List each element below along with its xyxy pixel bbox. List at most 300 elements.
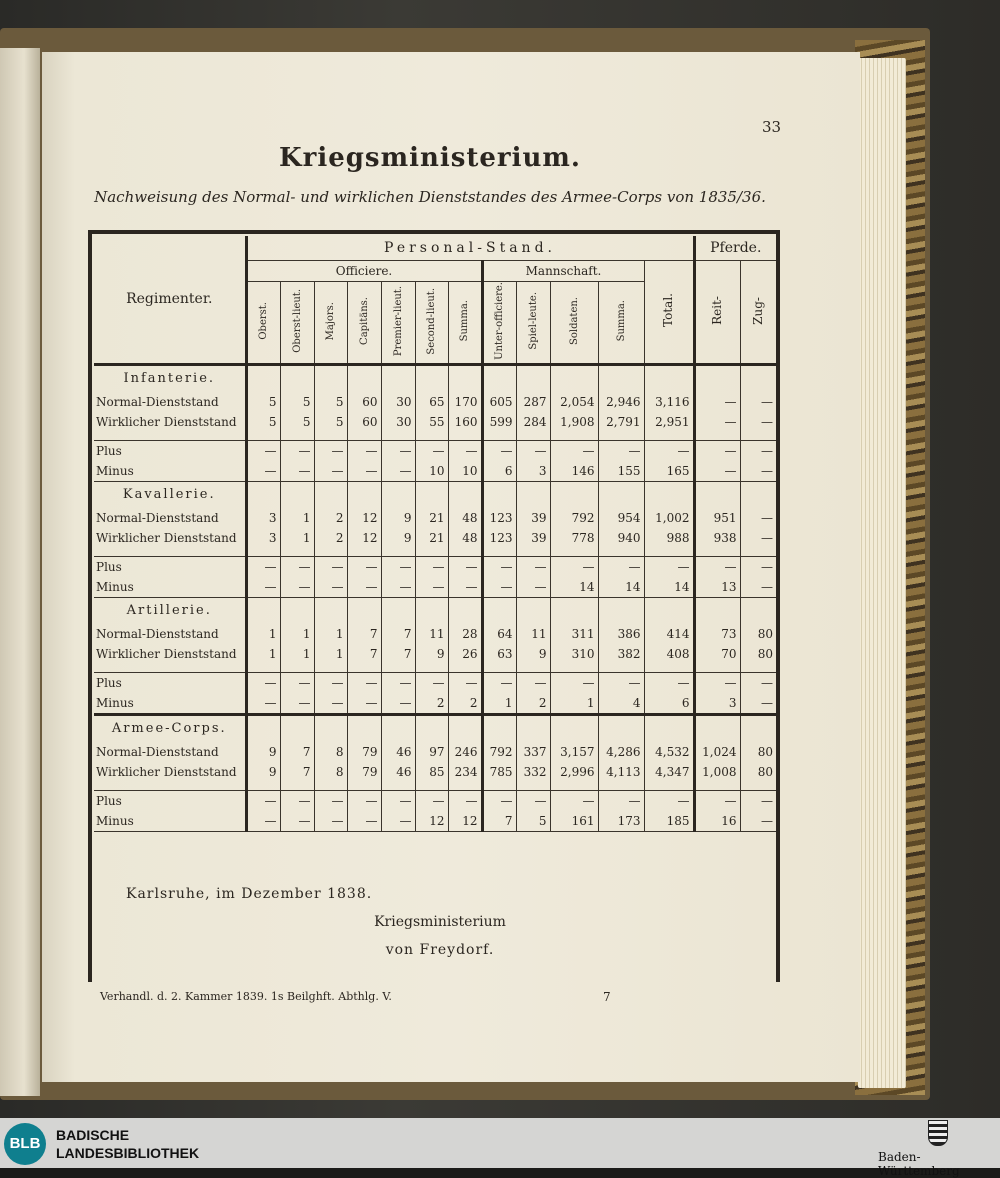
header-pferde: Pferde. [694, 236, 776, 261]
table-cell: — [550, 556, 598, 577]
spacer-cell [347, 364, 381, 392]
table-cell: 287 [516, 392, 550, 412]
row-label: Wirklicher Dienststand [96, 764, 237, 779]
table-cell: — [740, 412, 776, 432]
table-cell: — [280, 461, 314, 482]
table-cell: 11 [415, 624, 448, 644]
table-cell: 12 [347, 508, 381, 528]
table-cell: — [694, 412, 740, 432]
header-zug: Zug- [740, 261, 776, 365]
row-label: Minus [94, 461, 246, 482]
spacer-cell [415, 597, 448, 624]
table-cell: — [381, 556, 415, 577]
spacer-cell [448, 364, 482, 392]
table-cell: 7 [280, 762, 314, 782]
table-cell: 160 [448, 412, 482, 432]
spacer-cell [482, 714, 516, 742]
spacer-cell [381, 481, 415, 508]
table-cell: 2 [448, 693, 482, 715]
spacer-cell [246, 364, 280, 392]
table-cell: 8 [314, 742, 347, 762]
state-name: Baden-Württemberg [878, 1150, 960, 1178]
table-cell: — [314, 790, 347, 811]
table-cell: — [381, 790, 415, 811]
table-row [94, 811, 776, 832]
spacer-cell [598, 481, 644, 508]
gap-cell [740, 432, 776, 441]
gap-cell [516, 664, 550, 673]
table-cell: — [598, 790, 644, 811]
table-cell: 792 [482, 742, 516, 762]
table-cell: 5 [246, 412, 280, 432]
table-cell: — [550, 672, 598, 693]
gap-cell [482, 548, 516, 557]
table-cell: 2,946 [598, 392, 644, 412]
table-cell: 599 [482, 412, 516, 432]
table-cell: — [448, 577, 482, 598]
row-label: Normal-Dienststand [96, 626, 219, 641]
gap-cell [644, 548, 694, 557]
table-cell: — [381, 577, 415, 598]
table-cell: 5 [246, 392, 280, 412]
table-cell: 7 [381, 624, 415, 644]
table-cell: — [448, 672, 482, 693]
table-cell: 48 [448, 528, 482, 548]
gap-cell [694, 782, 740, 791]
gap-cell [94, 664, 246, 673]
table-row [94, 672, 776, 693]
table-cell: 9 [246, 762, 280, 782]
spacer-cell [246, 481, 280, 508]
table-cell: — [347, 577, 381, 598]
table-cell: — [246, 440, 280, 461]
gap-cell [598, 664, 644, 673]
crest-icon [928, 1120, 948, 1146]
row-label: Normal-Dienststand [96, 394, 219, 409]
table-cell: — [415, 556, 448, 577]
table-cell: 414 [644, 624, 694, 644]
spacer-cell [314, 481, 347, 508]
table-cell: 408 [644, 644, 694, 664]
table-cell: 165 [644, 461, 694, 482]
spacer-cell [314, 714, 347, 742]
spacer-cell [482, 481, 516, 508]
table-cell: — [246, 790, 280, 811]
spacer-cell [246, 597, 280, 624]
table-cell: 3 [516, 461, 550, 482]
spacer-cell [550, 714, 598, 742]
spacer-cell [280, 481, 314, 508]
table-cell: — [516, 556, 550, 577]
gap-cell [94, 782, 246, 791]
table-cell: — [694, 461, 740, 482]
gap-cell [598, 548, 644, 557]
gap-cell [314, 782, 347, 791]
table-cell: 1,024 [694, 742, 740, 762]
table-cell: — [347, 693, 381, 715]
spacer-cell [246, 714, 280, 742]
header-mannschaft: Mannschaft. [482, 261, 644, 282]
table-cell: — [381, 440, 415, 461]
table-cell: 9 [381, 508, 415, 528]
signature: von Freydorf. [385, 942, 495, 958]
table-cell: — [516, 672, 550, 693]
row-label: Minus [94, 577, 246, 598]
table-cell: 1 [314, 624, 347, 644]
gap-cell [448, 782, 482, 791]
table-cell: 2 [516, 693, 550, 715]
table-cell: — [694, 392, 740, 412]
gap-cell [550, 548, 598, 557]
header-col: Majors. [314, 282, 347, 365]
table-cell: 1 [246, 644, 280, 664]
spacer-cell [694, 714, 740, 742]
gap-cell [246, 432, 280, 441]
header-total [644, 261, 694, 365]
table-cell: — [448, 790, 482, 811]
table-cell: — [381, 811, 415, 832]
row-label: Wirklicher Dienststand [96, 414, 237, 429]
table-cell: 28 [448, 624, 482, 644]
row-label: Plus [94, 790, 246, 811]
table-cell: — [381, 693, 415, 715]
table-cell: — [347, 461, 381, 482]
table-cell: — [246, 693, 280, 715]
table-cell: 80 [740, 624, 776, 644]
table-cell: 605 [482, 392, 516, 412]
table-cell: 988 [644, 528, 694, 548]
table-cell: 12 [415, 811, 448, 832]
section-title: Artillerie. [126, 603, 212, 619]
table-cell: — [314, 556, 347, 577]
table-cell: 12 [448, 811, 482, 832]
spacer-cell [740, 481, 776, 508]
page-title: Kriegsministerium. [279, 143, 581, 173]
library-name[interactable] [56, 1126, 199, 1162]
header-reit: Reit- [694, 261, 740, 365]
gap-cell [482, 432, 516, 441]
table-cell: — [740, 577, 776, 598]
table-cell: — [694, 440, 740, 461]
table-cell: — [280, 693, 314, 715]
table-cell: 12 [347, 528, 381, 548]
spacer-cell [415, 714, 448, 742]
gap-cell [740, 548, 776, 557]
table-cell: — [598, 556, 644, 577]
gap-cell [246, 782, 280, 791]
spacer-cell [740, 597, 776, 624]
table-cell: — [448, 440, 482, 461]
table-cell: 6 [644, 693, 694, 715]
table-cell: — [415, 440, 448, 461]
gap-cell [598, 432, 644, 441]
table-cell: 3 [246, 508, 280, 528]
gap-cell [694, 432, 740, 441]
table-cell: 940 [598, 528, 644, 548]
header-col: Oberst-lieut. [280, 282, 314, 365]
gap-cell [644, 432, 694, 441]
table-cell: 3 [246, 528, 280, 548]
gap-cell [280, 782, 314, 791]
gap-cell [381, 782, 415, 791]
table-cell: 2,791 [598, 412, 644, 432]
gap-cell [694, 664, 740, 673]
section-title: Infanterie. [123, 371, 216, 387]
header-col: Capitäns. [347, 282, 381, 365]
table-cell: 2 [314, 508, 347, 528]
spacer-cell [314, 364, 347, 392]
table-cell: 39 [516, 508, 550, 528]
table-cell: 382 [598, 644, 644, 664]
spacer-cell [280, 597, 314, 624]
table-cell: 7 [280, 742, 314, 762]
table-cell: 4,286 [598, 742, 644, 762]
table-cell: 1,908 [550, 412, 598, 432]
row-label: Normal-Dienststand [96, 744, 219, 759]
table-cell: 21 [415, 528, 448, 548]
table-cell: — [381, 461, 415, 482]
spacer-cell [550, 597, 598, 624]
row-label: Normal-Dienststand [96, 510, 219, 525]
table-cell: — [550, 440, 598, 461]
gap-cell [347, 432, 381, 441]
table-cell: 21 [415, 508, 448, 528]
signature-mark: 7 [603, 990, 611, 1004]
spacer-cell [740, 364, 776, 392]
table-cell: — [740, 440, 776, 461]
table-cell: 4 [598, 693, 644, 715]
table-cell: 4,113 [598, 762, 644, 782]
table-cell: 63 [482, 644, 516, 664]
table-row [94, 762, 776, 782]
table-cell: 10 [415, 461, 448, 482]
table-cell: 954 [598, 508, 644, 528]
gap-cell [381, 432, 415, 441]
table-cell: 14 [598, 577, 644, 598]
place-date: Karlsruhe, im Dezember 1838. [126, 886, 373, 902]
spacer-cell [644, 364, 694, 392]
row-label: Minus [94, 811, 246, 832]
table-cell: 1,002 [644, 508, 694, 528]
header-officiere: Officiere. [246, 261, 482, 282]
header-col: Summa. [598, 282, 644, 365]
table-cell: 5 [280, 392, 314, 412]
spacer-cell [516, 481, 550, 508]
table-cell: 123 [482, 528, 516, 548]
table-cell: 1 [280, 528, 314, 548]
table-cell: 4,532 [644, 742, 694, 762]
table-cell: 3,116 [644, 392, 694, 412]
authority: Kriegsministerium [374, 914, 506, 930]
table-cell: 10 [448, 461, 482, 482]
row-label: Plus [94, 672, 246, 693]
row-label: Wirklicher Dienststand [96, 530, 237, 545]
table-cell: 65 [415, 392, 448, 412]
table-cell: 337 [516, 742, 550, 762]
gap-cell [516, 548, 550, 557]
table-row [94, 644, 776, 664]
library-name-line1: BADISCHE [56, 1127, 130, 1143]
page-number: 33 [762, 118, 782, 136]
table-row [94, 742, 776, 762]
table-cell: 2,996 [550, 762, 598, 782]
table-cell: — [740, 461, 776, 482]
table-row [94, 508, 776, 528]
table-cell: 1,008 [694, 762, 740, 782]
spacer-cell [448, 597, 482, 624]
table-cell: — [694, 790, 740, 811]
header-col: Soldaten. [550, 282, 598, 365]
table-cell: 79 [347, 762, 381, 782]
page-edges [858, 58, 906, 1088]
table-cell: 161 [550, 811, 598, 832]
gap-cell [314, 432, 347, 441]
spacer-cell [550, 364, 598, 392]
section-row [94, 714, 776, 742]
row-label: Plus [94, 556, 246, 577]
table-cell: — [314, 672, 347, 693]
gap-cell [516, 782, 550, 791]
spacer-cell [550, 481, 598, 508]
table-cell: 146 [550, 461, 598, 482]
table-cell: 7 [482, 811, 516, 832]
table-cell: 5 [314, 392, 347, 412]
table-cell: — [280, 790, 314, 811]
gap-cell [381, 548, 415, 557]
table-cell: — [280, 556, 314, 577]
table-cell: 2,054 [550, 392, 598, 412]
spacer-cell [644, 597, 694, 624]
table-cell: 785 [482, 762, 516, 782]
gap-cell [516, 432, 550, 441]
table-cell: — [280, 577, 314, 598]
table-cell: — [415, 790, 448, 811]
gap-cell [550, 432, 598, 441]
gap-row [94, 548, 776, 557]
table-cell: — [516, 577, 550, 598]
gap-cell [415, 548, 448, 557]
table-cell: 9 [516, 644, 550, 664]
table-cell: — [740, 508, 776, 528]
row-label: Plus [94, 440, 246, 461]
table-cell: — [644, 672, 694, 693]
spacer-cell [644, 714, 694, 742]
spacer-cell [516, 364, 550, 392]
table-row [94, 392, 776, 412]
table-cell: — [415, 672, 448, 693]
gap-cell [347, 782, 381, 791]
table-cell: 8 [314, 762, 347, 782]
blb-logo[interactable]: BLB [4, 1123, 46, 1165]
header-col: Second-lieut. [415, 282, 448, 365]
gap-cell [415, 782, 448, 791]
table-cell: 1 [280, 644, 314, 664]
table-cell: 234 [448, 762, 482, 782]
gap-cell [94, 432, 246, 441]
gap-cell [644, 782, 694, 791]
gap-cell [644, 664, 694, 673]
table-cell: 2 [314, 528, 347, 548]
table-cell: — [482, 556, 516, 577]
gap-cell [740, 782, 776, 791]
table-cell: — [448, 556, 482, 577]
section-title: Armee-Corps. [111, 721, 227, 737]
table-cell: — [347, 556, 381, 577]
spacer-cell [516, 714, 550, 742]
table-cell: — [415, 577, 448, 598]
table-cell: — [246, 461, 280, 482]
table-cell: 14 [644, 577, 694, 598]
section-title: Kavallerie. [122, 487, 216, 503]
table-cell: — [694, 556, 740, 577]
spacer-cell [694, 364, 740, 392]
spacer-cell [280, 714, 314, 742]
row-label: Minus [94, 693, 246, 715]
gap-cell [280, 432, 314, 441]
header-col: Premier-lieut. [381, 282, 415, 365]
table-cell: 64 [482, 624, 516, 644]
gap-cell [314, 548, 347, 557]
table-cell: 5 [314, 412, 347, 432]
spacer-cell [448, 481, 482, 508]
table-cell: 792 [550, 508, 598, 528]
table-cell: 14 [550, 577, 598, 598]
gap-cell [482, 664, 516, 673]
gap-row [94, 664, 776, 673]
spacer-cell [347, 481, 381, 508]
spacer-cell [347, 597, 381, 624]
table-cell: 1 [280, 508, 314, 528]
gap-row [94, 782, 776, 791]
table-cell: 55 [415, 412, 448, 432]
page-subtitle: Nachweisung des Normal- und wirklichen Dienststandes des Armee-Corps von 1835/36. [94, 188, 766, 206]
section-row [94, 597, 776, 624]
spacer-cell [482, 597, 516, 624]
section-row [94, 481, 776, 508]
table-cell: 155 [598, 461, 644, 482]
table-row [94, 461, 776, 482]
table-cell: 13 [694, 577, 740, 598]
table-cell: — [280, 440, 314, 461]
table-cell: 26 [448, 644, 482, 664]
table-cell: 16 [694, 811, 740, 832]
table-cell: — [482, 790, 516, 811]
table-cell: — [314, 811, 347, 832]
table-row [94, 624, 776, 644]
spacer-cell [381, 364, 415, 392]
header-personal-stand: Personal-Stand. [246, 236, 694, 261]
gap-cell [482, 782, 516, 791]
table-cell: — [740, 528, 776, 548]
table-cell: — [314, 440, 347, 461]
spacer-cell [598, 364, 644, 392]
gap-cell [448, 548, 482, 557]
table-cell: 310 [550, 644, 598, 664]
gap-cell [448, 432, 482, 441]
table-cell: 778 [550, 528, 598, 548]
spacer-cell [415, 481, 448, 508]
table-cell: — [381, 672, 415, 693]
table-cell: 5 [280, 412, 314, 432]
table-cell: 7 [347, 644, 381, 664]
table-cell: 284 [516, 412, 550, 432]
gap-cell [94, 548, 246, 557]
table-cell: 48 [448, 508, 482, 528]
table-cell: 170 [448, 392, 482, 412]
table-cell: 46 [381, 762, 415, 782]
header-col: Spiel-leute. [516, 282, 550, 365]
gap-cell [448, 664, 482, 673]
